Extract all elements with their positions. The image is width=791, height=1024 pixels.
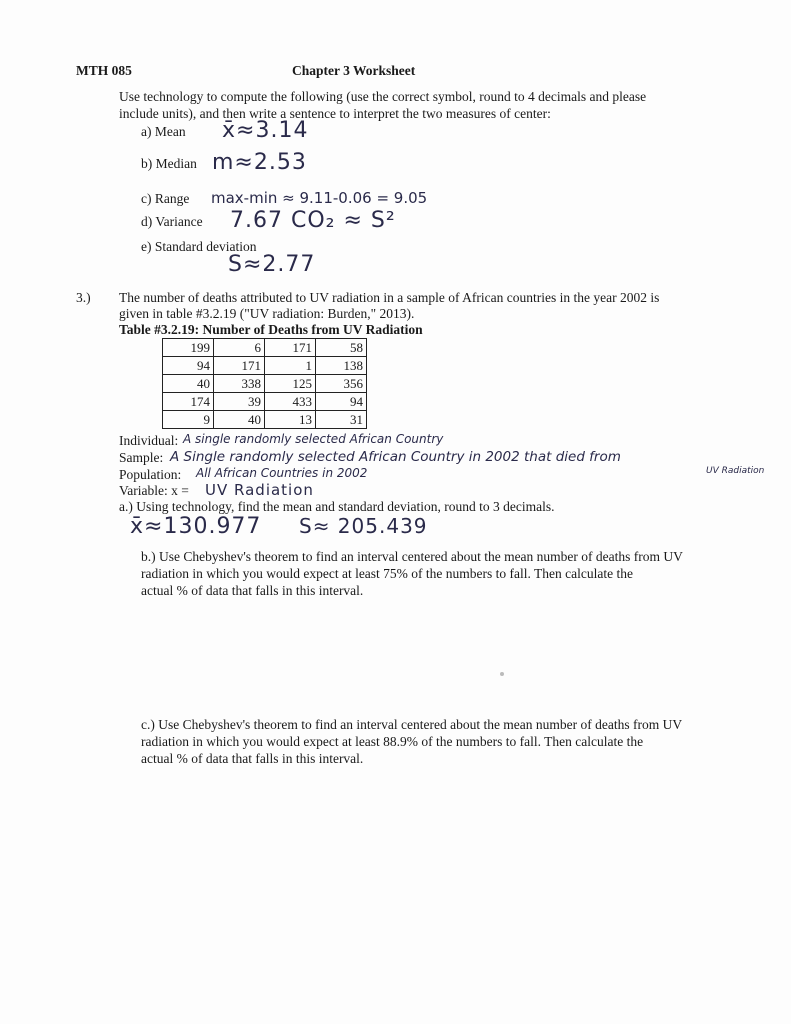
part-c-line-3: actual % of data that falls in this interval. — [141, 751, 364, 766]
part-b-line-1: b.) Use Chebyshev's theorem to find an interval centered about the mean number of deaths from UV — [141, 549, 683, 564]
table-cell: 9 — [163, 411, 214, 429]
individual-label: Individual: — [119, 433, 179, 448]
table-cell: 40 — [163, 375, 214, 393]
variable-label: Variable: x = — [119, 483, 189, 498]
item-e-answer: S≈2.77 — [228, 252, 316, 277]
part-a-mean-answer: x̄≈130.977 — [130, 514, 262, 539]
table-cell: 94 — [316, 393, 367, 411]
table-cell: 174 — [163, 393, 214, 411]
item-c-label: c) Range — [141, 191, 190, 206]
item-c-answer: max-min ≈ 9.11-0.06 = 9.05 — [211, 189, 428, 207]
part-c-line-2: radiation in which you would expect at least 88.9% of the numbers to fall. Then calculate the — [141, 734, 644, 749]
problem-number: 3.) — [76, 290, 91, 305]
item-e-label: e) Standard deviation — [141, 239, 257, 254]
table-cell: 199 — [163, 339, 214, 357]
instructions-line-1: Use technology to compute the following (use the correct symbol, round to 4 decimals and please — [119, 89, 647, 104]
worksheet-title: Chapter 3 Worksheet — [292, 63, 416, 78]
table-cell: 94 — [163, 357, 214, 375]
table-cell: 356 — [316, 375, 367, 393]
deaths-table — [162, 338, 367, 429]
table-cell: 40 — [214, 411, 265, 429]
table-cell: 171 — [265, 339, 316, 357]
table-cell: 125 — [265, 375, 316, 393]
item-d-label: d) Variance — [141, 214, 203, 229]
table-cell: 6 — [214, 339, 265, 357]
sample-answer: A Single randomly selected African Country in 2002 that died from — [170, 449, 621, 465]
table-cell: 58 — [316, 339, 367, 357]
instructions-line-2: include units), and then write a sentence to interpret the two measures of center: — [119, 106, 551, 121]
item-a-label: a) Mean — [141, 124, 186, 139]
item-a-answer: x̄≈3.14 — [222, 118, 309, 143]
problem-text-line-2: given in table #3.2.19 ("UV radiation: Burden," 2013). — [119, 306, 415, 321]
part-a-sd-answer: S≈ 205.439 — [299, 514, 428, 538]
problem-text-line-1: The number of deaths attributed to UV radiation in a sample of African countries in the year 2002 is — [119, 290, 660, 305]
table-row — [163, 375, 367, 393]
table-cell: 138 — [316, 357, 367, 375]
part-c-line-1: c.) Use Chebyshev's theorem to find an interval centered about the mean number of deaths from UV — [141, 717, 683, 732]
table-cell: 31 — [316, 411, 367, 429]
table-cell: 171 — [214, 357, 265, 375]
part-a-text: a.) Using technology, find the mean and standard deviation, round to 3 decimals. — [119, 499, 555, 514]
table-row — [163, 411, 367, 429]
course-code: MTH 085 — [76, 63, 132, 78]
table-cell: 433 — [265, 393, 316, 411]
part-b-line-3: actual % of data that falls in this interval. — [141, 583, 364, 598]
table-row — [163, 393, 367, 411]
table-cell: 338 — [214, 375, 265, 393]
item-d-answer: 7.67 CO₂ ≈ S² — [230, 208, 396, 233]
part-b-line-2: radiation in which you would expect at least 75% of the numbers to fall. Then calculate the — [141, 566, 633, 581]
table-cell: 1 — [265, 357, 316, 375]
population-answer: All African Countries in 2002 — [196, 466, 368, 480]
table-title: Table #3.2.19: Number of Deaths from UV Radiation — [119, 322, 423, 337]
table-cell: 39 — [214, 393, 265, 411]
sample-answer-continued: UV Radiation — [706, 466, 765, 476]
table-row — [163, 357, 367, 375]
sample-label: Sample: — [119, 450, 164, 465]
variable-answer: UV Radiation — [205, 481, 314, 499]
item-b-label: b) Median — [141, 156, 197, 171]
item-b-answer: m≈2.53 — [212, 150, 307, 175]
paper-speck — [500, 672, 504, 676]
population-label: Population: — [119, 467, 182, 482]
table-row — [163, 339, 367, 357]
individual-answer: A single randomly selected African Country — [183, 432, 444, 446]
table-cell: 13 — [265, 411, 316, 429]
